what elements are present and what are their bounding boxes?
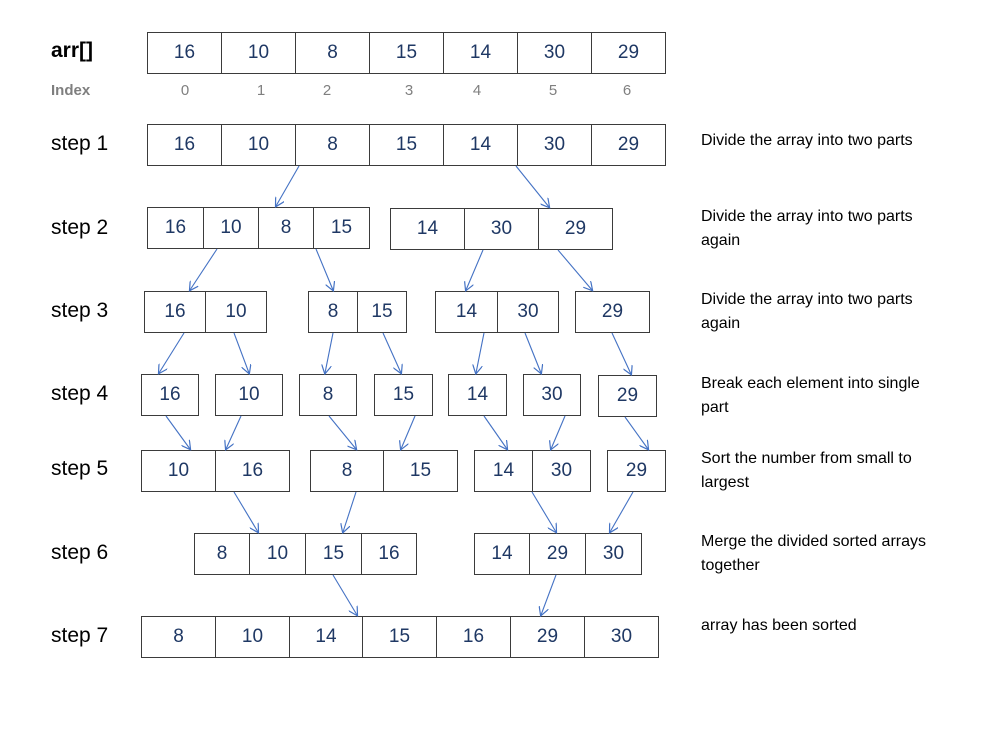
value-cell: 15 (305, 533, 362, 575)
value-cell: 30 (517, 124, 592, 166)
value-cell: 15 (383, 450, 458, 492)
value-cell: 30 (585, 533, 642, 575)
value-cell: 8 (310, 450, 384, 492)
value-cell: 8 (308, 291, 358, 333)
value-cell: 8 (141, 616, 216, 658)
array-label: arr[] (51, 39, 94, 62)
description-line: Sort the number from small to (701, 450, 912, 467)
description-line: largest (701, 474, 750, 491)
arrow (329, 416, 356, 449)
step-label: step 6 (51, 541, 109, 564)
arrow (234, 492, 258, 532)
arrow (333, 575, 357, 615)
value-cell: 15 (369, 124, 444, 166)
value-cell: 29 (607, 450, 666, 492)
arrow (532, 492, 556, 532)
arrow (466, 250, 483, 290)
value-cell: 29 (510, 616, 585, 658)
description-line: together (701, 557, 760, 574)
value-cell: 14 (390, 208, 465, 250)
arrow (401, 416, 415, 449)
index-number: 3 (404, 82, 414, 99)
description-line: Divide the array into two parts (701, 132, 913, 149)
arrow (484, 416, 507, 449)
value-cell: 30 (532, 450, 591, 492)
arrow (525, 333, 541, 373)
value-cell: 14 (443, 124, 518, 166)
arrow (325, 333, 333, 373)
value-cell: 14 (435, 291, 498, 333)
step-label: step 4 (51, 382, 109, 405)
index-label: Index (51, 82, 91, 99)
value-cell: 16 (147, 124, 222, 166)
value-cell: 16 (436, 616, 511, 658)
value-cell: 29 (538, 208, 613, 250)
arrow (610, 492, 633, 532)
value-cell: 16 (215, 450, 290, 492)
value-cell: 30 (523, 374, 581, 416)
value-cell: 29 (529, 533, 586, 575)
value-cell: 16 (147, 207, 204, 249)
arrow (190, 249, 217, 290)
value-cell: 16 (361, 533, 417, 575)
array-cell: 8 (295, 32, 370, 74)
step-label: step 3 (51, 299, 109, 322)
arrow (276, 166, 299, 206)
index-number: 6 (622, 82, 632, 99)
description-line: Merge the divided sorted arrays (701, 533, 926, 550)
value-cell: 29 (598, 375, 657, 417)
arrow (551, 416, 565, 449)
value-cell: 30 (497, 291, 559, 333)
array-cell: 10 (221, 32, 296, 74)
value-cell: 14 (289, 616, 363, 658)
description-line: array has been sorted (701, 617, 857, 634)
arrow (316, 249, 333, 290)
arrow (383, 333, 401, 373)
value-cell: 14 (448, 374, 507, 416)
array-cell: 14 (443, 32, 518, 74)
value-cell: 8 (258, 207, 314, 249)
value-cell: 10 (215, 374, 283, 416)
value-cell: 29 (591, 124, 666, 166)
arrow (516, 166, 549, 207)
value-cell: 10 (203, 207, 259, 249)
value-cell: 14 (474, 533, 530, 575)
arrow (541, 575, 556, 615)
array-cell: 15 (369, 32, 444, 74)
index-number: 0 (180, 82, 190, 99)
array-cell: 30 (517, 32, 592, 74)
arrow (234, 333, 249, 373)
step-label: step 2 (51, 216, 109, 239)
index-number: 1 (256, 82, 266, 99)
index-number: 2 (322, 82, 332, 99)
value-cell: 15 (313, 207, 370, 249)
step-label: step 7 (51, 624, 109, 647)
index-number: 4 (472, 82, 482, 99)
description-line: Break each element into single (701, 375, 920, 392)
arrow (625, 417, 648, 449)
arrow (166, 416, 190, 449)
value-cell: 16 (144, 291, 206, 333)
array-cell: 16 (147, 32, 222, 74)
arrow (343, 492, 356, 532)
description-line: again (701, 315, 741, 332)
step-label: step 5 (51, 457, 109, 480)
value-cell: 15 (362, 616, 437, 658)
arrow (159, 333, 184, 373)
value-cell: 15 (357, 291, 407, 333)
value-cell: 8 (295, 124, 370, 166)
index-number: 5 (548, 82, 558, 99)
value-cell: 8 (194, 533, 250, 575)
arrow (558, 250, 592, 290)
value-cell: 10 (215, 616, 290, 658)
value-cell: 10 (141, 450, 216, 492)
value-cell: 16 (141, 374, 199, 416)
description-line: Divide the array into two parts (701, 208, 913, 225)
value-cell: 30 (464, 208, 539, 250)
description-line: Divide the array into two parts (701, 291, 913, 308)
value-cell: 15 (374, 374, 433, 416)
description-line: part (701, 399, 729, 416)
value-cell: 8 (299, 374, 357, 416)
arrow (612, 333, 631, 374)
value-cell: 10 (249, 533, 306, 575)
arrow (476, 333, 484, 373)
description-line: again (701, 232, 741, 249)
value-cell: 14 (474, 450, 533, 492)
array-cell: 29 (591, 32, 666, 74)
step-label: step 1 (51, 132, 109, 155)
value-cell: 10 (205, 291, 267, 333)
value-cell: 29 (575, 291, 650, 333)
arrow (226, 416, 241, 449)
value-cell: 30 (584, 616, 659, 658)
value-cell: 10 (221, 124, 296, 166)
